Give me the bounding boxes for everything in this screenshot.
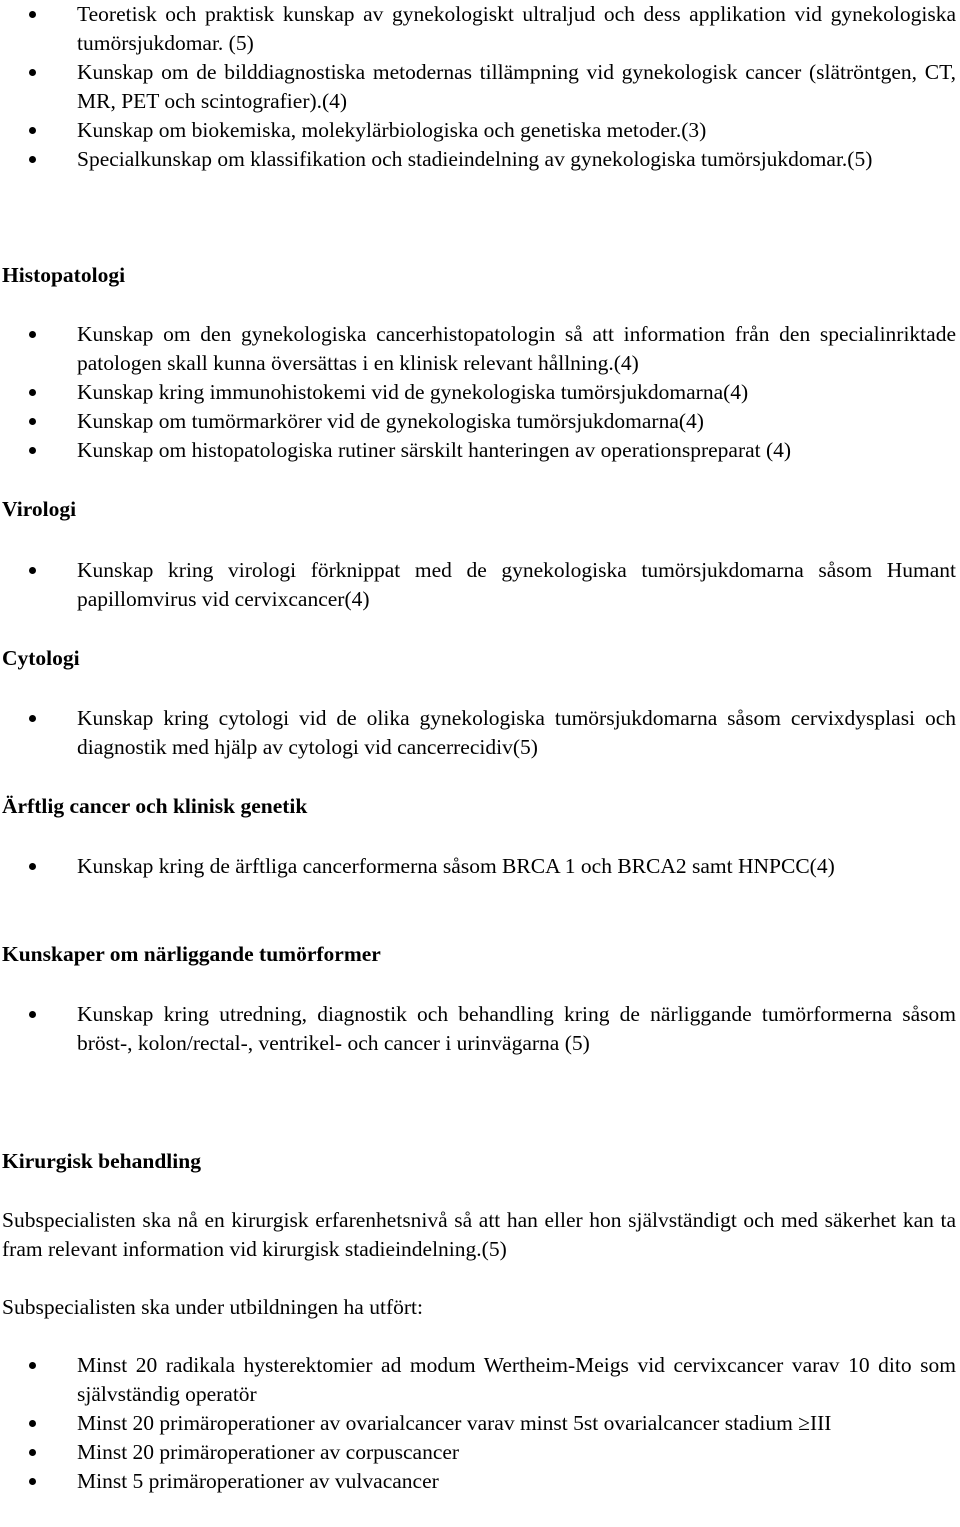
list-item: Kunskap kring cytologi vid de olika gynekologiska tumörsjukdomarna såsom cervixdysplasi och diagnostik med hjälp av cytologi vid cancerrecidiv(5) [0, 704, 956, 762]
list-item: Kunskap om tumörmarkörer vid de gynekologiska tumörsjukdomarna(4) [0, 407, 956, 436]
cytologi-list [0, 704, 956, 762]
list-item: Minst 20 primäroperationer av ovarialcancer varav minst 5st ovarialcancer stadium ≥III [0, 1409, 956, 1438]
section-heading-cytologi: Cytologi [2, 646, 80, 670]
arftlig-list [0, 852, 956, 881]
narliggande-list [0, 1000, 956, 1058]
intro-list [0, 0, 956, 174]
section-heading-virologi: Virologi [2, 497, 77, 521]
list-item: Teoretisk och praktisk kunskap av gynekologiskt ultraljud och dess applikation vid gynekologiska tumörsjukdomar. (5) [0, 0, 956, 58]
virologi-list [0, 556, 956, 614]
list-item: Kunskap kring immunohistokemi vid de gynekologiska tumörsjukdomarna(4) [0, 378, 956, 407]
list-item: Minst 5 primäroperationer av vulvacancer [0, 1467, 956, 1496]
section-heading-arftlig-cancer: Ärftlig cancer och klinisk genetik [2, 794, 308, 818]
list-item: Minst 20 radikala hysterektomier ad modum Wertheim-Meigs vid cervixcancer varav 10 dito som självständig operatör [0, 1351, 956, 1409]
list-item: Kunskap kring de ärftliga cancerformerna såsom BRCA 1 och BRCA2 samt HNPCC(4) [0, 852, 956, 881]
list-item: Kunskap om den gynekologiska cancerhistopatologin så att information från den specialinriktade patologen skall kunna översättas i en klinisk relevant hållning.(4) [0, 320, 956, 378]
list-item: Kunskap om biokemiska, molekylärbiologiska och genetiska metoder.(3) [0, 116, 956, 145]
histopatologi-list [0, 320, 956, 465]
list-item: Kunskap om histopatologiska rutiner särskilt hanteringen av operationspreparat (4) [0, 436, 956, 465]
kirurgisk-paragraph: Subspecialisten ska nå en kirurgisk erfarenhetsnivå så att han eller hon självständigt och med säkerhet kan ta fram relevant information vid kirurgisk stadieindelning.(5) [2, 1208, 956, 1261]
list-item: Minst 20 primäroperationer av corpuscancer [0, 1438, 956, 1467]
list-item: Specialkunskap om klassifikation och stadieindelning av gynekologiska tumörsjukdomar.(5) [0, 145, 956, 174]
list-item: Kunskap kring utredning, diagnostik och behandling kring de närliggande tumörformerna såsom bröst-, kolon/rectal-, ventrikel- och cancer i urinvägarna (5) [0, 1000, 956, 1058]
list-item: Kunskap om de bilddiagnostiska metodernas tillämpning vid gynekologisk cancer (slätröntgen, CT, MR, PET och scintografier).(4) [0, 58, 956, 116]
list-item: Kunskap kring virologi förknippat med de gynekologiska tumörsjukdomarna såsom Humant papillomvirus vid cervixcancer(4) [0, 556, 956, 614]
kirurgisk-intro-line: Subspecialisten ska under utbildningen ha utfört: [2, 1295, 423, 1319]
kirurgisk-list [0, 1351, 956, 1496]
section-heading-kirurgisk-behandling: Kirurgisk behandling [2, 1149, 201, 1173]
section-heading-histopatologi: Histopatologi [2, 263, 126, 287]
section-heading-narliggande-tumorformer: Kunskaper om närliggande tumörformer [2, 942, 381, 966]
